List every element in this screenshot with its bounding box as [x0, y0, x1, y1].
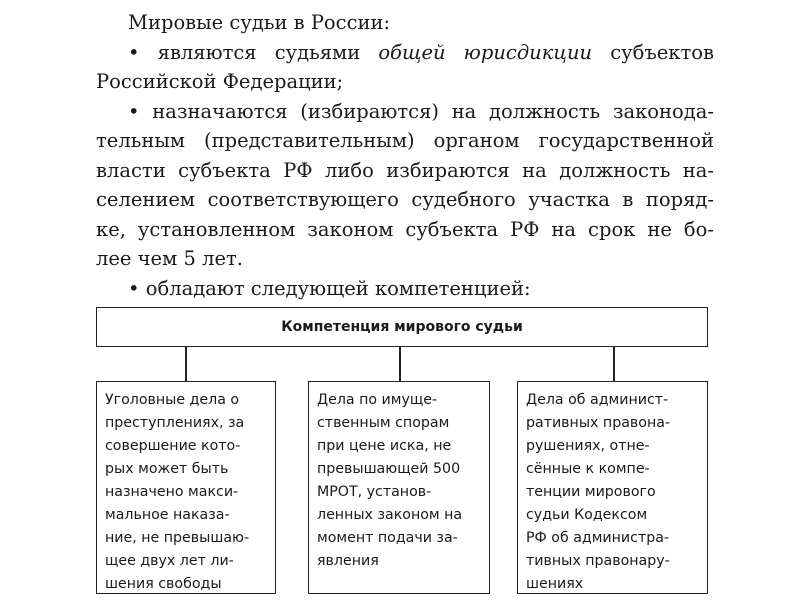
bullet-2-line-4: селением соответствующего судебного участка в поряд-	[96, 188, 714, 211]
diagram-title: Компетенция мирового судьи	[281, 319, 523, 335]
column-line: тенции мирового	[526, 484, 656, 500]
bullet-1-line-2: Российской Федерации;	[96, 70, 344, 93]
connector-left	[185, 347, 187, 381]
column-line: при цене иска, не	[317, 438, 452, 454]
column-line: щее двух лет ли-	[105, 553, 234, 569]
bullet-glyph: •	[128, 40, 140, 64]
column-line: РФ об администра-	[526, 530, 670, 546]
column-line: момент подачи за-	[317, 530, 458, 546]
bullet-2-line-1-text: назначаются (избираются) на должность законода-	[152, 99, 714, 123]
column-line: тивных правонару-	[526, 553, 670, 569]
bullet-3-text: обладают следующей компетенцией:	[145, 276, 531, 300]
column-line: явления	[317, 553, 379, 569]
column-line: Дела об админист-	[526, 392, 669, 408]
intro-heading: Мировые судьи в России:	[128, 11, 391, 34]
bullet-2-line-2: тельным (представительным) органом государственной	[96, 129, 714, 152]
column-line: МРОТ, установ-	[317, 484, 432, 500]
bullet-1-emphasis: общей юрисдикции	[378, 40, 593, 64]
bullet-glyph: •	[128, 99, 140, 123]
column-line: судьи Кодексом	[526, 507, 648, 523]
column-line: Дела по имуще-	[317, 392, 438, 408]
bullet-2-line-6: лее чем 5 лет.	[96, 247, 243, 270]
connector-right	[613, 347, 615, 381]
column-line: сённые к компе-	[526, 461, 650, 477]
bullet-1-after: субъектов	[592, 40, 714, 64]
column-line: ленных законом на	[317, 507, 463, 523]
column-line: ние, не превышаю-	[105, 530, 250, 546]
column-line: шения свободы	[105, 576, 222, 592]
column-box-criminal	[96, 381, 276, 594]
bullet-2-line-5: ке, установленном законом субъекта РФ на срок не бо-	[96, 217, 714, 241]
column-line: совершение кото-	[105, 438, 241, 454]
connector-middle	[399, 347, 401, 381]
column-line: назначено макси-	[105, 484, 239, 500]
column-line: Уголовные дела о	[105, 392, 240, 408]
bullet-1-before: являются судьями	[157, 40, 379, 64]
column-box-administrative	[517, 381, 708, 594]
column-line: ративных правона-	[526, 415, 671, 431]
column-line: преступлениях, за	[105, 415, 245, 431]
column-line: ственным спорам	[317, 415, 450, 431]
column-line: мальное наказа-	[105, 507, 230, 523]
bullet-glyph: •	[128, 276, 140, 300]
column-box-property	[308, 381, 490, 594]
column-line: шениях	[526, 576, 584, 592]
bullet-2-line-3: власти субъекта РФ либо избираются на должность на-	[96, 158, 714, 182]
column-line: рых может быть	[105, 461, 229, 477]
column-line: превышающей 500	[317, 461, 461, 477]
diagram-title-box	[96, 307, 708, 347]
column-line: рушениях, отне-	[526, 438, 650, 454]
